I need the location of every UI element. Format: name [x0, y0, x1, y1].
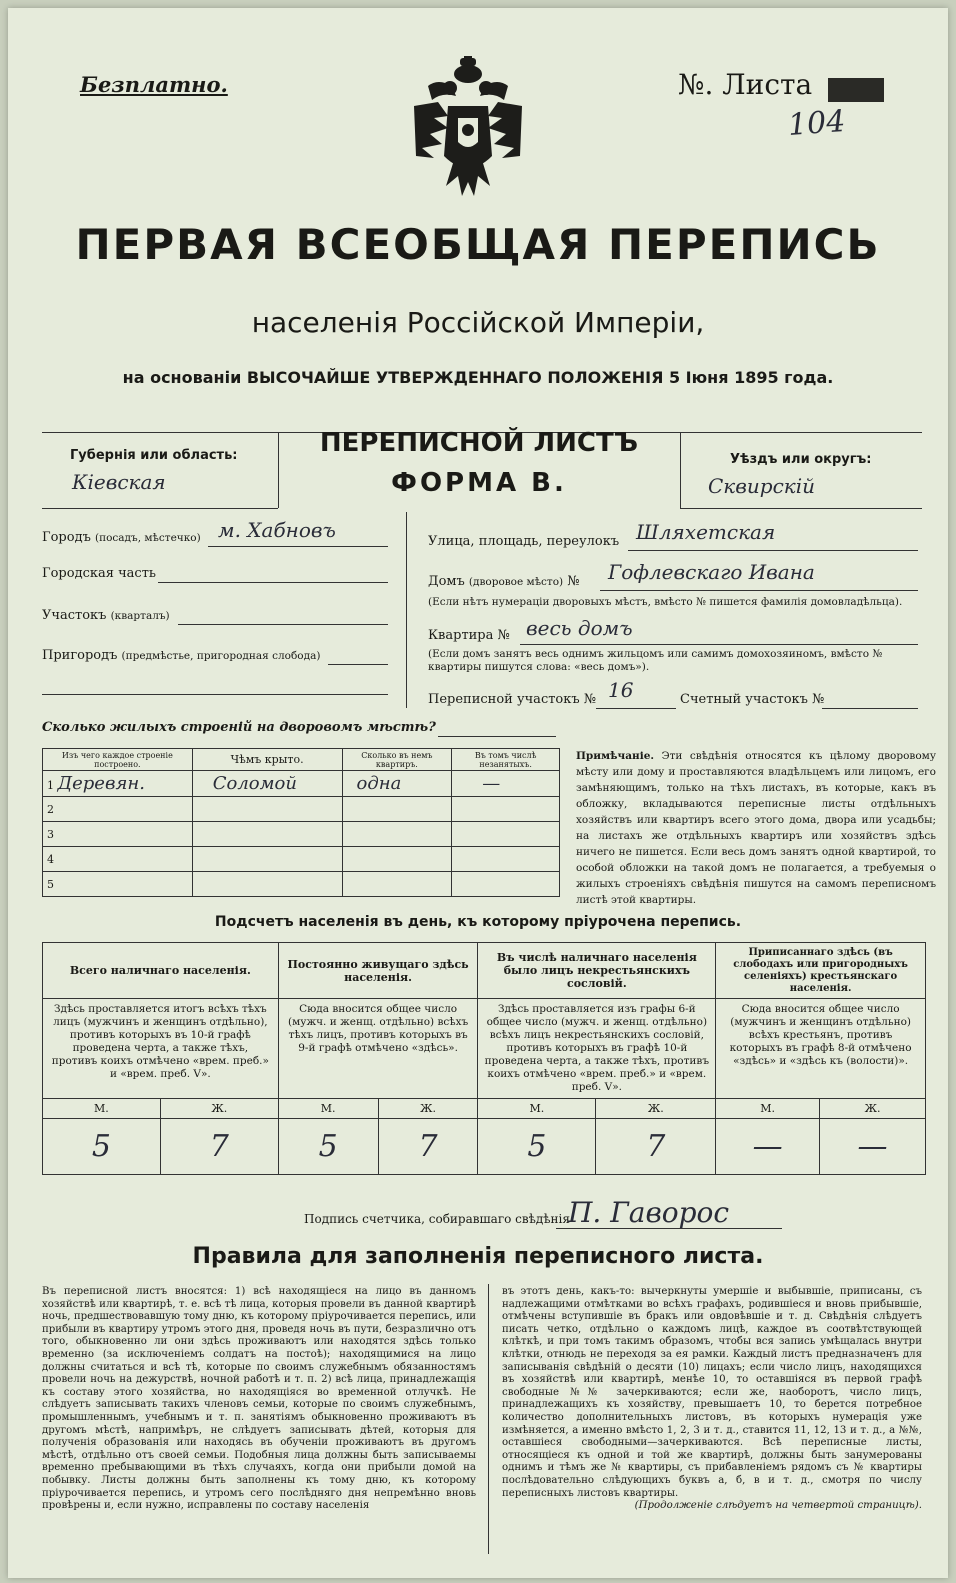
count-group-description: Сюда вносится общее число (мужчинъ и женщинъ отдѣльно) всѣхъ крестьянъ, противъ которыхъ въ графѣ 8-й отмѣчено «здѣсь» и «здѣсь къ (волости)».: [716, 999, 926, 1099]
enumeration-district-line: [596, 708, 676, 709]
male-column-header: М.: [278, 1099, 378, 1119]
buildings-table: [42, 748, 560, 897]
rules-column-right: въ этотъ день, какъ-то: вычеркнуты умершіе и выбывшіе, приписаны, съ надлежащими отмѣтками во всѣхъ графахъ, родившіеся и вновь прибывшіе, отмѣчены вступившіе въ бракъ или овдовѣвшіе и т. д. Свѣдѣнія слѣдуетъ писать четко, отдѣльно о каждомъ лицѣ, каждое въ соотвѣтствующей клѣткѣ, и при томъ такимъ образомъ, чтобы вся запись умѣщалась внутри клѣтки, отнюдь не переходя за ея рамки. Каждый листъ предназначенъ для записыванія свѣдѣній о десяти (10) лицахъ; если число лицъ, находящихся въ хозяйствѣ или квартирѣ, менѣе 10, то оставшіяся въ первой графѣ свободные №№ зачеркиваются; если же, наоборотъ, число лицъ, принадлежащихъ къ хозяйству, превышаетъ 10, то берется потребное количество дополнительныхъ листовъ, въ которыхъ нумерація уже измѣняется, а именно вмѣсто 1, 2, 3 и т. д., ставится 11, 12, 13 и т. д., а №№, оставшіеся свободными—зачеркиваются. Всѣ переписные листы, относящіеся къ одной и той же квартирѣ, должны быть занумерованы однимъ и тѣмъ же № квартиры, съ прибавленіемъ рядомъ съ № квартиры послѣдовательно слѣдующихъ буквъ а, б, в и т. д., смотря по числу переписныхъ листовъ квартиры. (Продолженіе слѣдуетъ на четвертой страницѣ).: [502, 1286, 922, 1512]
buildings-col-header: Сколько въ немъ квартиръ.: [342, 749, 452, 771]
rules-column-divider: [488, 1284, 489, 1554]
female-column-header: Ж.: [160, 1099, 278, 1119]
house-line: [600, 590, 918, 591]
census-sheet: [8, 8, 948, 1578]
blacked-out-number: [828, 78, 884, 102]
census-title: ПЕРВАЯ ВСЕОБЩАЯ ПЕРЕПИСЬ: [75, 220, 881, 269]
house-note: (Если нѣтъ нумераціи дворовыхъ мѣстъ, вмѣсто № пишется фамилія домовладѣльца).: [428, 596, 903, 608]
continuation-note: (Продолженіе слѣдуетъ на четвертой страницѣ).: [634, 1500, 922, 1512]
female-column-header: Ж.: [820, 1099, 926, 1119]
street-label: Улица, площадь, переулокъ: [428, 534, 620, 549]
town-line: [208, 546, 388, 547]
form-letter: ФОРМА В.: [391, 468, 567, 498]
table-row: 5: [43, 872, 560, 897]
buildings-col-header: Изъ чего каждое строеніе построено.: [43, 749, 193, 771]
count-group-description: Здѣсь проставляется изъ графы 6-й общее число (мужч. и женщ. отдѣльно) всѣхъ лицъ некрестьянскихъ сословій, противъ которыхъ въ графѣ 10-й проведена черта, а также тѣхъ, противъ коихъ отмѣчено «врем. преб.» и «врем. преб. V».: [478, 999, 716, 1099]
count-value: 5: [43, 1119, 161, 1175]
rules-column-left: Въ переписной листъ вносятся: 1) всѣ находящіеся на лицо въ данномъ хозяйствѣ или квартирѣ, т. е. всѣ тѣ лица, которыя провели въ данной квартирѣ ночь, предшествовавшую тому дню, къ которому пріурочивается перепись, или прибыли въ квартиру утромъ этого дня, проведя ночь въ пути, безразлично отъ того, обыкновенно ли они здѣсь проживаютъ или находятся здѣсь только временно (за исключеніемъ солдатъ на постоѣ); находящимися на лицо должны считаться и всѣ тѣ, которые по своимъ служебнымъ обязанностямъ провели ночь на дежурствѣ, ночной работѣ и т. п. 2) всѣ лица, принадлежащія къ составу этого хозяйства, но находящіяся во временной отлучкѣ. Не слѣдуетъ записывать такихъ членовъ семьи, которые по своимъ служебнымъ, промышленнымъ, учебнымъ и т. п. занятіямъ обыкновенно проживаютъ въ другомъ мѣстѣ, напримѣръ, не слѣдуетъ записывать дѣтей, которыя для полученія образованія или находясь въ обученіи проживаютъ въ другомъ мѣстѣ, отдѣльно отъ своей семьи. Подобныя лица должны быть записываемы временно пребывающими въ тѣхъ случаяхъ, когда они прибыли домой на побывку. Листы должны быть заполнены къ тому дню, къ которому пріурочивается перепись, и утромъ сего послѣдняго дня непремѣнно вновь провѣрены и, если нужно, исправлены по составу населенія: [42, 1286, 476, 1512]
table-row: 4: [43, 847, 560, 872]
suburb-line: [328, 664, 388, 665]
town-value: м. Хабновъ: [218, 518, 336, 542]
apartment-label: Квартира №: [428, 628, 510, 643]
population-count-table: [42, 942, 926, 1175]
town-label: Городъ (посадъ, мѣстечко): [42, 530, 201, 545]
count-value: 7: [160, 1119, 278, 1175]
apartment-line: [520, 644, 918, 645]
gubernia-bottom-rule: [42, 508, 278, 509]
street-value: Шляхетская: [636, 520, 776, 544]
buildings-col-header: Чѣмъ крыто.: [192, 749, 342, 771]
gubernia-value: Кіевская: [72, 470, 166, 494]
count-value: 5: [278, 1119, 378, 1175]
count-group-description: Сюда вносится общее число (мужч. и женщ. отдѣльно) всѣхъ тѣхъ лицъ, противъ которыхъ въ 9-й графѣ отмѣчено «здѣсь».: [278, 999, 478, 1099]
buildings-question-line: [438, 736, 556, 737]
count-group-header: Всего наличнаго населенія.: [43, 943, 279, 999]
count-value: —: [716, 1119, 820, 1175]
form-title: ПЕРЕПИСНОЙ ЛИСТЪ: [319, 428, 639, 458]
buildings-question: Сколько жилыхъ строеній на дворовомъ мѣстѣ?: [42, 720, 436, 735]
count-group-header: Постоянно живущаго здѣсь населенія.: [278, 943, 478, 999]
legal-basis: на основаніи ВЫСОЧАЙШЕ УТВЕРЖДЕННАГО ПОЛОЖЕНІЯ 5 Іюня 1895 года.: [122, 368, 834, 387]
buildings-col-header: Въ томъ числѣ незанятыхъ.: [452, 749, 560, 771]
uezd-bottom-rule: [680, 508, 922, 509]
sheet-number-label: №. Листа: [678, 68, 813, 101]
apartment-value: весь домъ: [526, 616, 633, 640]
suburb-line-2: [42, 694, 388, 695]
table-row: 1 Деревян. Соломой одна —: [43, 771, 560, 797]
table-row: 2: [43, 797, 560, 822]
precinct-label: Участокъ (кварталъ): [42, 608, 170, 623]
counting-district-label: Счетный участокъ №: [680, 692, 825, 707]
suburb-label: Пригородъ (предмѣстье, пригородная слобода): [42, 648, 321, 663]
gubernia-label: Губернія или область:: [70, 448, 238, 463]
counting-district-line: [822, 708, 918, 709]
enumeration-district-label: Переписной участокъ №: [428, 692, 597, 707]
address-column-divider: [406, 512, 407, 708]
count-value: 5: [478, 1119, 596, 1175]
count-group-description: Здѣсь проставляется итогъ всѣхъ тѣхъ лицъ (мужчинъ и женщинъ отдѣльно), противъ которыхъ въ 10-й графѣ проведена черта, а также тѣхъ, противъ коихъ отмѣчено «врем. преб.» и «врем. преб. V».: [43, 999, 279, 1099]
enumerator-signature: П. Гаворос: [568, 1196, 730, 1229]
rules-title: Правила для заполненія переписного листа.: [192, 1244, 764, 1269]
male-column-header: М.: [43, 1099, 161, 1119]
uezd-value: Сквирскій: [708, 474, 815, 498]
imperial-eagle-emblem: [408, 56, 528, 206]
city-part-label: Городская часть: [42, 566, 156, 581]
free-of-charge-label: Безплатно.: [80, 72, 228, 97]
form-header-divider-left: [278, 432, 279, 508]
sheet-number-value: 104: [786, 104, 847, 143]
count-value: —: [820, 1119, 926, 1175]
count-value: 7: [378, 1119, 478, 1175]
apartment-note: (Если домъ занятъ весь однимъ жильцомъ или самимъ домохозяиномъ, вмѣсто № квартиры пишутся слова: «весь домъ»).: [428, 648, 883, 673]
house-value: Гофлевскаго Ивана: [608, 560, 815, 584]
male-column-header: М.: [716, 1099, 820, 1119]
table-row: [43, 1119, 926, 1175]
table-row: 3: [43, 822, 560, 847]
count-group-header: Приписаннаго здѣсь (въ слободахъ или пригородныхъ селеніяхъ) крестьянскаго населенія.: [716, 943, 926, 999]
house-label: Домъ (дворовое мѣсто) №: [428, 574, 580, 589]
buildings-note: Примѣчаніе. Эти свѣдѣнія относятся къ цѣлому дворовому мѣсту или дому и проставляются владѣльцемъ или лицомъ, его замѣняющимъ, только на тѣхъ листахъ, въ которые, какъ въ обложку, вкладываются переписные листы отдѣльныхъ хозяйствъ или квартиръ всего этого дома, двора или усадьбы; на листахъ же отдѣльныхъ квартиръ или хозяйствъ здѣсь ничего не пишется. Если весь домъ занятъ одной квартирой, то особой обложки на такой домъ не полагается, а требуемыя о жилыхъ строеніяхъ свѣдѣнія пишутся на самомъ переписномъ листѣ этой квартиры.: [576, 750, 936, 906]
count-value: 7: [596, 1119, 716, 1175]
population-count-title: Подсчетъ населенія въ день, къ которому пріурочена перепись.: [214, 914, 742, 930]
male-column-header: М.: [478, 1099, 596, 1119]
precinct-line: [178, 624, 388, 625]
street-line: [628, 550, 918, 551]
enumerator-signature-label: Подпись счетчика, собиравшаго свѣдѣнія: [304, 1212, 570, 1226]
enumeration-district-value: 16: [608, 678, 634, 702]
female-column-header: Ж.: [378, 1099, 478, 1119]
female-column-header: Ж.: [596, 1099, 716, 1119]
city-part-line: [158, 582, 388, 583]
count-group-header: Въ числѣ наличнаго населенія было лицъ некрестьянскихъ сословій.: [478, 943, 716, 999]
census-subtitle: населенія Россійской Имперіи,: [251, 306, 705, 339]
form-header-divider-right: [680, 432, 681, 508]
uezd-label: Уѣздъ или округъ:: [730, 452, 872, 467]
